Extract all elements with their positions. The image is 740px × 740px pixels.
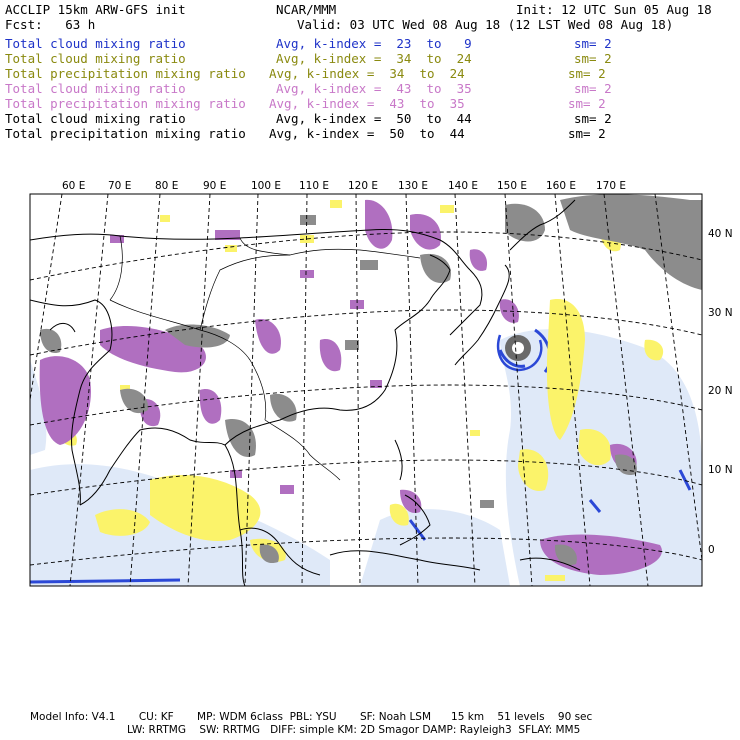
- lon-label: 140 E: [448, 180, 479, 192]
- field-avg: Avg, k-index = 34 to 24: [269, 66, 465, 81]
- field-name: Total precipitation mixing ratio: [5, 126, 246, 141]
- lon-label: 170 E: [596, 180, 627, 192]
- field-name: Total cloud mixing ratio: [5, 81, 186, 96]
- field-sm: sm= 2: [574, 51, 612, 66]
- lon-label: 100 E: [251, 180, 282, 192]
- field-avg: Avg, k-index = 50 to 44: [276, 111, 472, 126]
- lat-label: 30 N: [708, 307, 733, 319]
- field-sm: sm= 2: [574, 36, 612, 51]
- field-sm: sm= 2: [568, 126, 606, 141]
- field-sm: sm= 2: [574, 81, 612, 96]
- lat-label: 10 N: [708, 464, 733, 476]
- field-name: Total precipitation mixing ratio: [5, 96, 246, 111]
- institution-label: NCAR/MMM: [276, 2, 337, 17]
- model-info-line1: Model Info: V4.1 CU: KF MP: WDM 6class PBL: YSU SF: Noah LSM 15 km 51 levels 90 sec: [30, 711, 593, 723]
- field-sm: sm= 2: [568, 66, 606, 81]
- field-avg: Avg, k-index = 43 to 35: [269, 96, 465, 111]
- field-sm: sm= 2: [568, 96, 606, 111]
- model-title: ACCLIP 15km ARW-GFS init: [5, 2, 186, 17]
- latitude-labels: [708, 228, 733, 556]
- field-name: Total cloud mixing ratio: [5, 111, 186, 126]
- field-sm: sm= 2: [574, 111, 612, 126]
- init-time: Init: 12 UTC Sun 05 Aug 18: [516, 2, 712, 17]
- lat-label: 20 N: [708, 385, 733, 397]
- lon-label: 130 E: [398, 180, 429, 192]
- forecast-hour: Fcst: 63 h: [5, 17, 96, 32]
- valid-time: Valid: 03 UTC Wed 08 Aug 18 (12 LST Wed 08 Aug 18): [297, 17, 674, 32]
- field-name: Total cloud mixing ratio: [5, 51, 186, 66]
- lon-label: 60 E: [62, 180, 86, 192]
- field-name: Total precipitation mixing ratio: [5, 66, 246, 81]
- lat-label: 0: [708, 544, 715, 556]
- lon-label: 80 E: [155, 180, 179, 192]
- longitude-labels: [62, 180, 626, 192]
- lon-label: 160 E: [546, 180, 577, 192]
- lat-label: 40 N: [708, 228, 733, 240]
- model-info-line2: LW: RRTMG SW: RRTMG DIFF: simple KM: 2D Smagor DAMP: Rayleigh3 SFLAY: MM5: [127, 724, 581, 736]
- lon-label: 150 E: [497, 180, 528, 192]
- lon-label: 90 E: [203, 180, 227, 192]
- field-avg: Avg, k-index = 34 to 24: [276, 51, 472, 66]
- field-name: Total cloud mixing ratio: [5, 36, 186, 51]
- lon-label: 70 E: [108, 180, 132, 192]
- lon-label: 120 E: [348, 180, 379, 192]
- lon-label: 110 E: [299, 180, 330, 192]
- field-avg: Avg, k-index = 23 to 9: [276, 36, 472, 51]
- field-avg: Avg, k-index = 50 to 44: [269, 126, 465, 141]
- field-avg: Avg, k-index = 43 to 35: [276, 81, 472, 96]
